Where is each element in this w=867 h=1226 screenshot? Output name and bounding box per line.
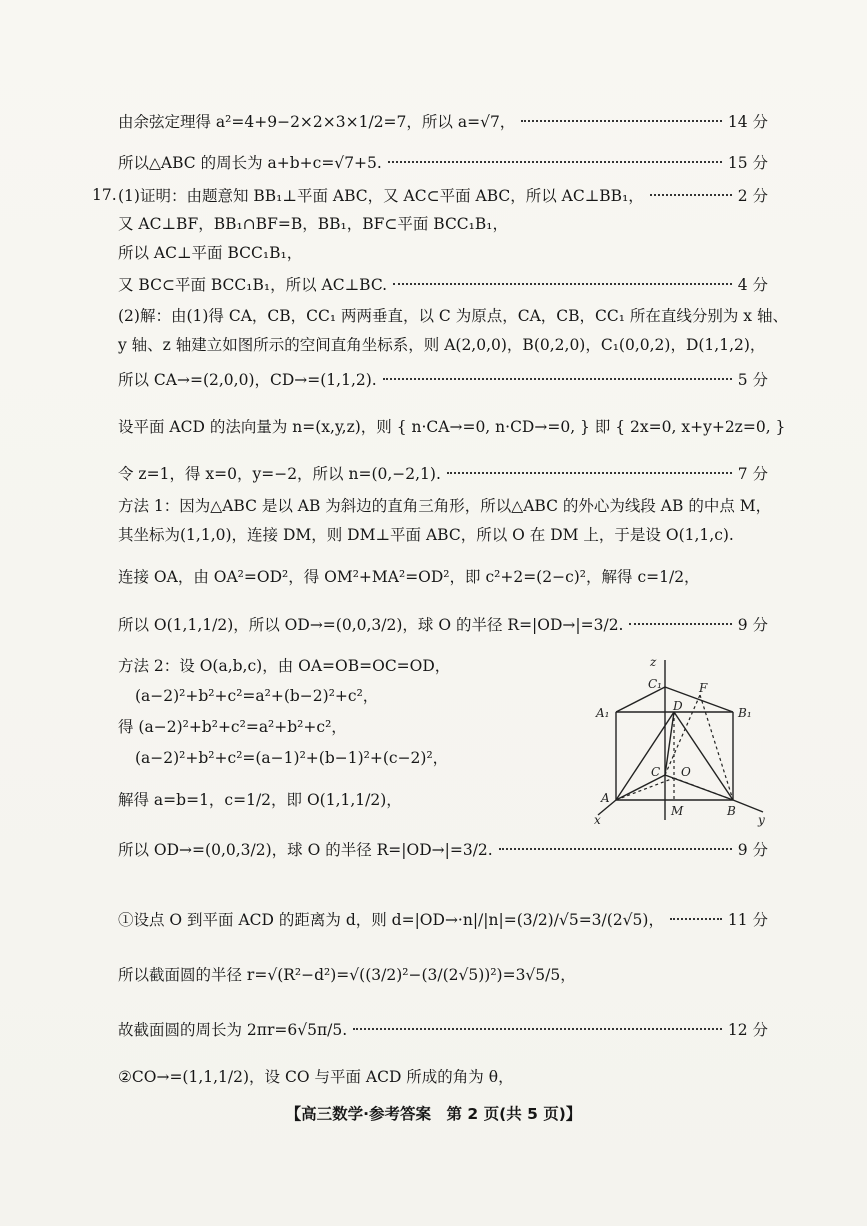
problem-number: 17. — [92, 186, 117, 204]
line-1: 由余弦定理得 a²=4+9−2×2×3×1/2=7，所以 a=√7， 14 分 — [118, 113, 768, 131]
line-18: 得 (a−2)²+b²+c²=a²+b²+c²， — [118, 718, 347, 736]
line-15: 所以 O(1,1,1/2)，所以 OD→=(0,0,3/2)，球 O 的半径 R=|OD→|=3/2. 9 分 — [118, 616, 768, 634]
line-7: (2)解：由(1)得 CA，CB，CC₁ 两两垂直，以 C 为原点，CA，CB，CC₁ 所在直线分别为 x 轴、 — [118, 307, 788, 325]
line-12: 方法 1：因为△ABC 是以 AB 为斜边的直角三角形，所以△ABC 的外心为线段 AB 的中点 M， — [118, 497, 772, 515]
line-10: 设平面 ACD 的法向量为 n=(x,y,z)，则 { n·CA→=0, n·CD→=0, } 即 { 2x=0, x+y+2z=0, } — [118, 418, 786, 436]
line-17: (a−2)²+b²+c²=a²+(b−2)²+c²， — [135, 687, 379, 705]
edge-c-d — [665, 712, 674, 775]
line-19: (a−2)²+b²+c²=(a−1)²+(b−1)²+(c−2)²， — [135, 749, 449, 767]
label-f: F — [699, 681, 708, 695]
line-2: 所以△ABC 的周长为 a+b+c=√7+5. 15 分 — [118, 154, 768, 172]
line-4: 又 AC⊥BF，BB₁∩BF=B，BB₁，BF⊂平面 BCC₁B₁， — [118, 215, 508, 233]
line-3: (1)证明：由题意知 BB₁⊥平面 ABC，又 AC⊂平面 ABC，所以 AC⊥BB₁， 2 分 — [118, 187, 768, 205]
line-20: 解得 a=b=1，c=1/2，即 O(1,1,1/2)， — [118, 791, 402, 809]
label-o: O — [681, 765, 691, 779]
line-25: ②CO→=(1,1,1/2)，设 CO 与平面 ACD 所成的角为 θ， — [118, 1068, 514, 1086]
label-m: M — [671, 804, 684, 818]
line-5: 所以 AC⊥平面 BCC₁B₁， — [118, 244, 303, 262]
line-21: 所以 OD→=(0,0,3/2)，球 O 的半径 R=|OD→|=3/2. 9 分 — [118, 841, 768, 859]
label-d: D — [673, 699, 683, 713]
line-9: 所以 CA→=(2,0,0)，CD→=(1,1,2). 5 分 — [118, 371, 768, 389]
label-b: B — [727, 804, 736, 818]
line-14: 连接 OA，由 OA²=OD²，得 OM²+MA²=OD²，即 c²+2=(2−c)²，解得 c=1/2， — [118, 568, 700, 586]
geometry-figure — [588, 650, 778, 830]
line-6: 又 BC⊂平面 BCC₁B₁，所以 AC⊥BC. 4 分 — [118, 276, 768, 294]
label-b1: B₁ — [738, 706, 752, 720]
line-11: 令 z=1，得 x=0，y=−2，所以 n=(0,−2,1). 7 分 — [118, 465, 768, 483]
label-x: x — [594, 813, 601, 827]
y-axis — [733, 800, 763, 812]
line-24: 故截面圆的周长为 2πr=6√5π/5. 12 分 — [118, 1021, 768, 1039]
label-z: z — [650, 655, 657, 669]
label-a1: A₁ — [596, 706, 610, 720]
label-c1: C₁ — [648, 677, 662, 691]
page-footer: 【高三数学·参考答案 第 2 页(共 5 页)】 — [285, 1105, 582, 1123]
edge-b-d — [674, 712, 733, 800]
line-22: ①设点 O 到平面 ACD 的距离为 d，则 d=|OD→·n|/|n|=(3/2)/√5=3/(2√5)， 11 分 — [118, 911, 768, 929]
label-y: y — [758, 813, 765, 827]
label-a: A — [601, 791, 610, 805]
line-8: y 轴、z 轴建立如图所示的空间直角坐标系，则 A(2,0,0)，B(0,2,0)，C₁(0,0,2)，D(1,1,2)， — [118, 336, 766, 354]
line-23: 所以截面圆的半径 r=√(R²−d²)=√((3/2)²−(3/(2√5))²)=3√5/5， — [118, 966, 576, 984]
label-c: C — [651, 765, 661, 779]
line-16: 方法 2：设 O(a,b,c)，由 OA=OB=OC=OD， — [118, 657, 451, 675]
line-13: 其坐标为(1,1,0)，连接 DM，则 DM⊥平面 ABC，所以 O 在 DM 上，于是设 O(1,1,c). — [118, 526, 734, 544]
